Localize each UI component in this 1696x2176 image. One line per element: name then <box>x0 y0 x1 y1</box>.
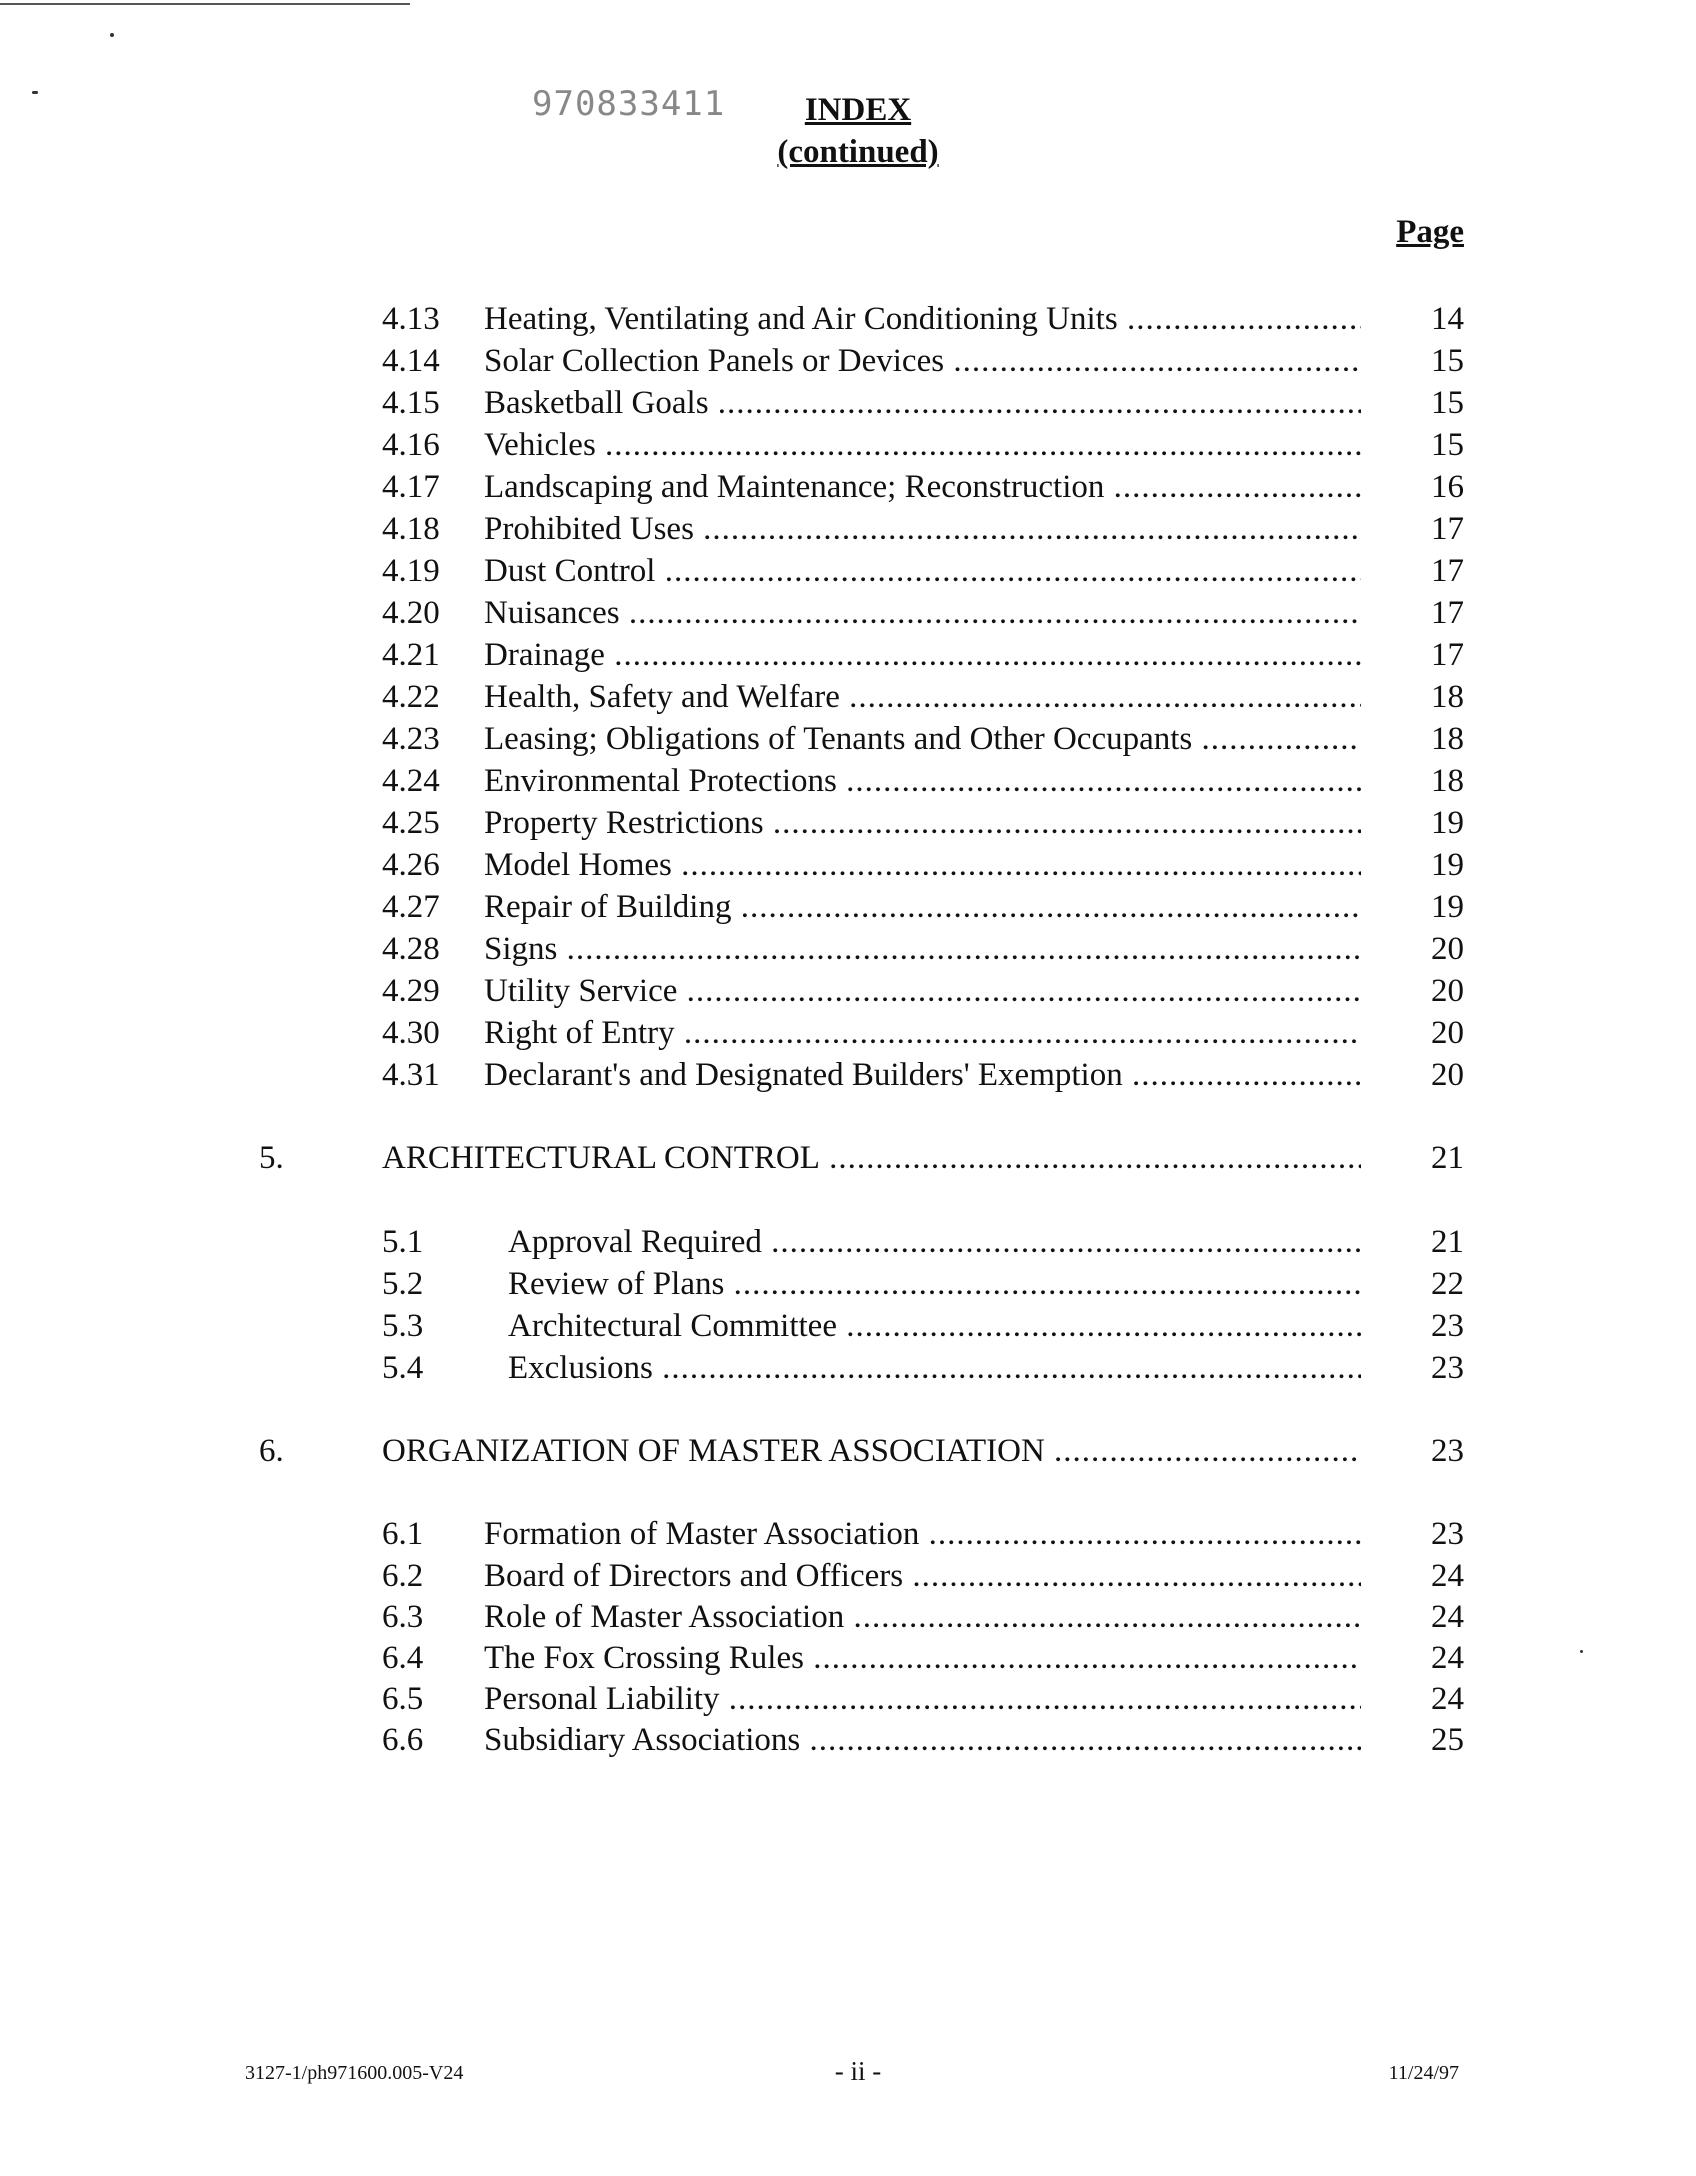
entry-title: Nuisances ..... <box>484 592 1361 634</box>
entry-number: 6.3 <box>382 1599 424 1635</box>
entry-number: 4.29 <box>382 973 440 1009</box>
index-title: INDEX <box>804 92 912 128</box>
entry-title: Landscaping and Maintenance; Reconstruction ..... <box>484 466 1361 508</box>
entry-number: 4.18 <box>382 511 440 547</box>
entry-number: 6.2 <box>382 1558 424 1594</box>
entry-title: Subsidiary Associations ..... <box>484 1719 1361 1761</box>
entry-page: 23 <box>1431 1516 1464 1552</box>
entry-title: Vehicles ..... <box>484 424 1361 466</box>
entry-number: 6.6 <box>382 1722 424 1758</box>
toc-entry <box>0 1263 1696 1305</box>
entry-number: 4.13 <box>382 301 440 337</box>
entry-number: 5.3 <box>382 1308 424 1344</box>
entry-page: 14 <box>1431 301 1464 337</box>
entry-number: 5.1 <box>382 1224 424 1260</box>
entry-number: 4.30 <box>382 1015 440 1051</box>
toc-entry <box>0 1555 1696 1597</box>
entry-title: Architectural Committee ..... <box>508 1305 1361 1347</box>
footer-page-number: - ii - <box>834 2056 882 2086</box>
toc-entry <box>0 508 1696 550</box>
entry-page: 18 <box>1431 721 1464 757</box>
toc-entry <box>0 760 1696 802</box>
entry-number: 4.27 <box>382 889 440 925</box>
entry-title: Dust Control ..... <box>484 550 1361 592</box>
footer-date: 11/24/97 <box>1388 2062 1459 2084</box>
entry-number: 4.16 <box>382 427 440 463</box>
entry-page: 20 <box>1431 931 1464 967</box>
entry-title: Health, Safety and Welfare ..... <box>484 676 1361 718</box>
toc-entry <box>0 1637 1696 1679</box>
section-title: ARCHITECTURAL CONTROL ..... <box>382 1137 1361 1179</box>
entry-number: 6.5 <box>382 1681 424 1717</box>
toc-entry <box>0 970 1696 1012</box>
entry-number: 4.28 <box>382 931 440 967</box>
entry-title: Property Restrictions ..... <box>484 802 1361 844</box>
entry-title: Review of Plans ..... <box>508 1263 1361 1305</box>
toc-entry <box>0 1513 1696 1555</box>
entry-page: 15 <box>1431 343 1464 379</box>
entry-page: 21 <box>1431 1224 1464 1260</box>
entry-title: Role of Master Association ..... <box>484 1596 1361 1638</box>
entry-page: 23 <box>1431 1308 1464 1344</box>
footer-document-code: 3127-1/ph971600.005-V24 <box>245 2062 464 2084</box>
document-number: 970833411 <box>532 84 726 124</box>
entry-number: 4.20 <box>382 595 440 631</box>
entry-page: 20 <box>1431 973 1464 1009</box>
entry-page: 16 <box>1431 469 1464 505</box>
toc-entry <box>0 1054 1696 1096</box>
toc-entry <box>0 886 1696 928</box>
section-number: 6. <box>259 1433 284 1469</box>
toc-entry <box>0 466 1696 508</box>
entry-number: 4.14 <box>382 343 440 379</box>
entry-number: 4.25 <box>382 805 440 841</box>
entry-page: 23 <box>1431 1433 1464 1469</box>
scan-speck <box>110 33 114 37</box>
entry-number: 6.1 <box>382 1516 424 1552</box>
toc-section <box>0 1137 1696 1179</box>
toc-entry <box>0 1221 1696 1263</box>
entry-page: 15 <box>1431 385 1464 421</box>
toc-entry <box>0 844 1696 886</box>
toc-entry <box>0 1678 1696 1720</box>
entry-number: 4.31 <box>382 1057 440 1093</box>
entry-title: Heating, Ventilating and Air Conditioning Units ..... <box>484 298 1361 340</box>
entry-page: 17 <box>1431 511 1464 547</box>
entry-number: 6.4 <box>382 1640 424 1676</box>
entry-title: Personal Liability ..... <box>484 1678 1361 1720</box>
entry-title: Drainage ..... <box>484 634 1361 676</box>
toc-entry <box>0 592 1696 634</box>
entry-title: Prohibited Uses ..... <box>484 508 1361 550</box>
toc-entry <box>0 550 1696 592</box>
entry-page: 21 <box>1431 1140 1464 1176</box>
entry-page: 17 <box>1431 553 1464 589</box>
entry-title: Leasing; Obligations of Tenants and Other Occupants ..... <box>484 718 1361 760</box>
toc-entry <box>0 676 1696 718</box>
entry-page: 15 <box>1431 427 1464 463</box>
entry-page: 25 <box>1431 1722 1464 1758</box>
entry-page: 20 <box>1431 1015 1464 1051</box>
toc-entry <box>0 1012 1696 1054</box>
section-number: 5. <box>259 1140 284 1176</box>
toc-entry <box>0 1305 1696 1347</box>
entry-title: Board of Directors and Officers ..... <box>484 1555 1361 1597</box>
toc-entry <box>0 382 1696 424</box>
entry-number: 4.24 <box>382 763 440 799</box>
entry-page: 19 <box>1431 889 1464 925</box>
entry-page: 22 <box>1431 1266 1464 1302</box>
entry-title: Signs ..... <box>484 928 1361 970</box>
entry-page: 23 <box>1431 1350 1464 1386</box>
entry-number: 5.2 <box>382 1266 424 1302</box>
entry-page: 18 <box>1431 763 1464 799</box>
entry-title: Basketball Goals ..... <box>484 382 1361 424</box>
toc-entry <box>0 634 1696 676</box>
entry-page: 18 <box>1431 679 1464 715</box>
toc-entry <box>0 1347 1696 1389</box>
entry-number: 4.26 <box>382 847 440 883</box>
toc-entry <box>0 424 1696 466</box>
toc-entry <box>0 1719 1696 1761</box>
entry-number: 4.19 <box>382 553 440 589</box>
toc-section <box>0 1430 1696 1472</box>
toc-entry <box>0 340 1696 382</box>
entry-number: 4.22 <box>382 679 440 715</box>
entry-title: Environmental Protections ..... <box>484 760 1361 802</box>
page-column-label: Page <box>1396 214 1464 250</box>
toc-entry <box>0 802 1696 844</box>
entry-page: 17 <box>1431 595 1464 631</box>
entry-title: Declarant's and Designated Builders' Exemption ..... <box>484 1054 1361 1096</box>
scan-edge-line <box>0 3 410 5</box>
entry-page: 24 <box>1431 1681 1464 1717</box>
entry-page: 20 <box>1431 1057 1464 1093</box>
entry-number: 4.21 <box>382 637 440 673</box>
entry-title: Solar Collection Panels or Devices ..... <box>484 340 1361 382</box>
entry-page: 24 <box>1431 1640 1464 1676</box>
entry-title: The Fox Crossing Rules ..... <box>484 1637 1361 1679</box>
toc-entry <box>0 298 1696 340</box>
entry-number: 4.23 <box>382 721 440 757</box>
entry-number: 4.15 <box>382 385 440 421</box>
entry-title: Model Homes ..... <box>484 844 1361 886</box>
entry-number: 4.17 <box>382 469 440 505</box>
entry-page: 24 <box>1431 1599 1464 1635</box>
entry-title: Approval Required ..... <box>508 1221 1361 1263</box>
entry-page: 24 <box>1431 1558 1464 1594</box>
entry-title: Repair of Building ..... <box>484 886 1361 928</box>
index-subtitle: (continued) <box>777 134 939 170</box>
entry-title: Right of Entry ..... <box>484 1012 1361 1054</box>
entry-number: 5.4 <box>382 1350 424 1386</box>
entry-title: Utility Service ..... <box>484 970 1361 1012</box>
toc-entry <box>0 718 1696 760</box>
entry-title: Formation of Master Association ..... <box>484 1513 1361 1555</box>
section-title: ORGANIZATION OF MASTER ASSOCIATION ..... <box>382 1430 1361 1472</box>
toc-entry <box>0 1596 1696 1638</box>
entry-title: Exclusions ..... <box>508 1347 1361 1389</box>
toc-entry <box>0 928 1696 970</box>
entry-page: 19 <box>1431 805 1464 841</box>
entry-page: 17 <box>1431 637 1464 673</box>
entry-page: 19 <box>1431 847 1464 883</box>
